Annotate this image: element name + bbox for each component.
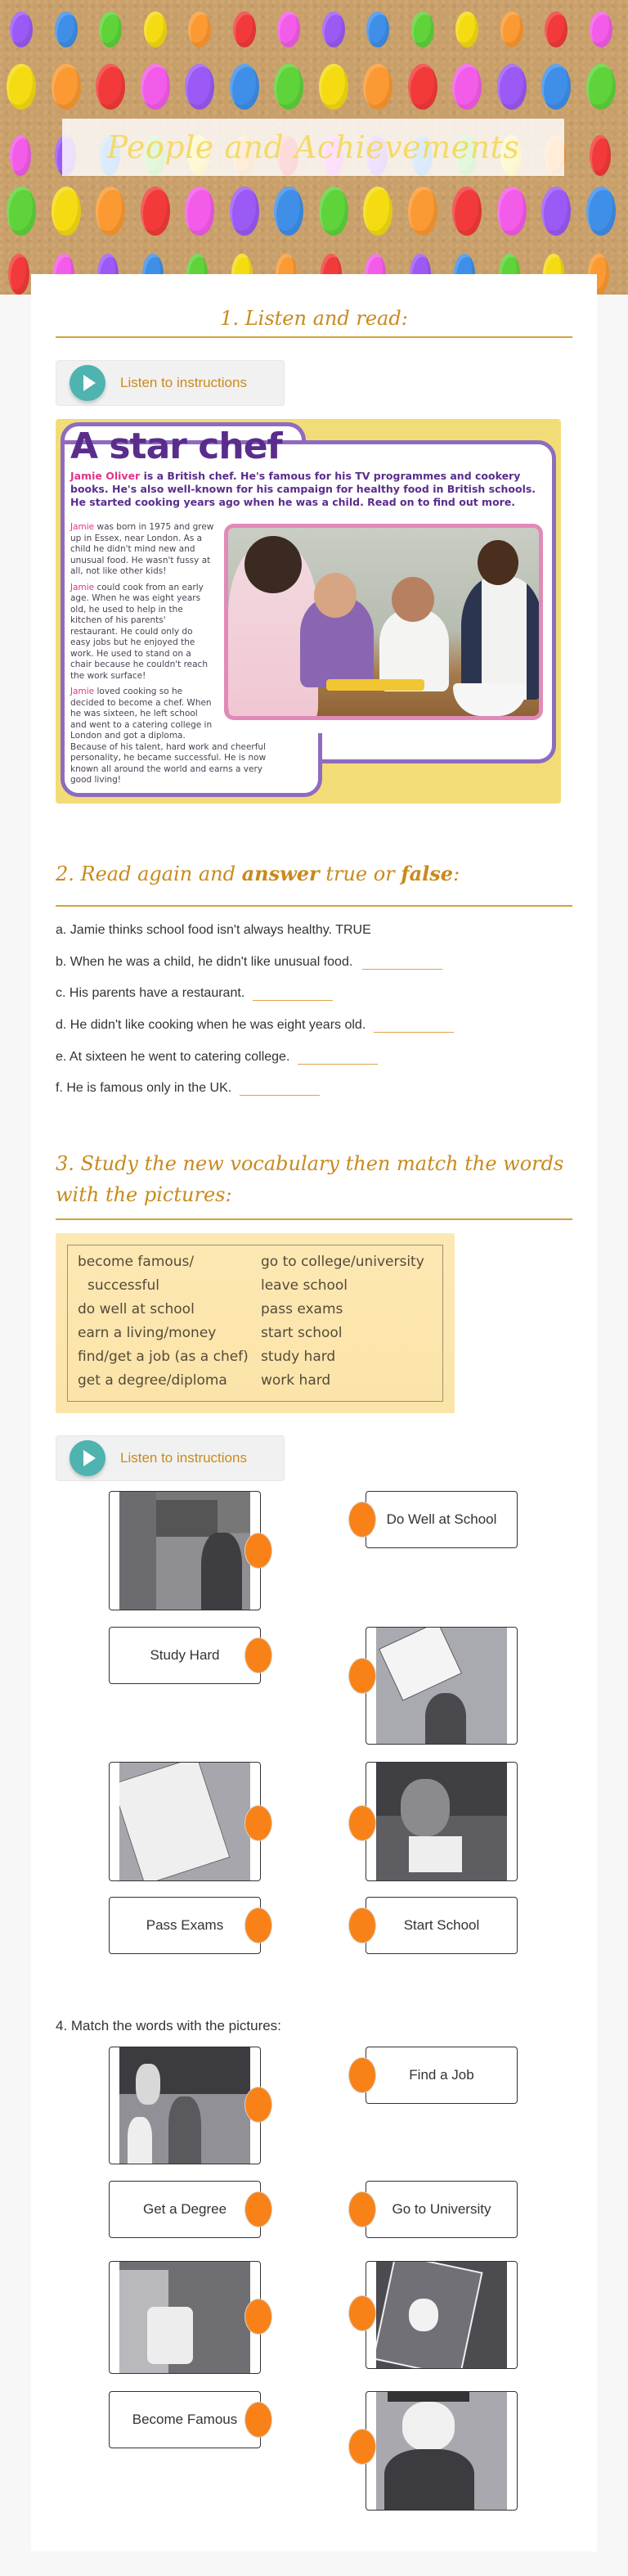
vocab-item: go to college/university (261, 1254, 424, 1270)
polka-dot (233, 11, 256, 47)
vocab-item: find/get a job (as a chef) (78, 1349, 249, 1365)
answer-blank-d[interactable] (374, 1020, 454, 1033)
banner-title-box (62, 119, 564, 176)
intro-text: is a British chef. He's famous for his TV programmes and cookery books. He's also well-known for his campaign for healthy food in British schools. He started cooking years ago when he was a child. Read on to find out more. (70, 470, 536, 508)
match-handle[interactable] (348, 1907, 376, 1943)
girl-figure-shape (425, 1693, 466, 1744)
match-handle[interactable] (244, 1805, 272, 1841)
illustration-graduate (376, 2392, 507, 2510)
polka-dot (99, 11, 122, 47)
match-handle[interactable] (244, 2402, 272, 2438)
polka-dot (366, 11, 389, 47)
match3-right-image-2[interactable] (366, 1627, 518, 1745)
polka-dot (500, 11, 523, 47)
section-2-title (56, 862, 572, 885)
match4-right-image-4[interactable] (366, 2391, 518, 2511)
match-label: Pass Exams (146, 1917, 224, 1933)
polka-dot (452, 64, 482, 110)
student-shape (168, 2096, 201, 2164)
passage-heading: A star chef (70, 426, 282, 467)
polka-dot (545, 11, 567, 47)
polka-dot (590, 11, 612, 47)
polka-dot (586, 187, 616, 236)
tf-question-a (56, 923, 371, 938)
answer-blank-f[interactable] (240, 1083, 320, 1096)
match3-right-image-3[interactable] (366, 1762, 518, 1881)
polka-dot (10, 11, 33, 47)
section-1-title: 1. Listen and read: (220, 307, 408, 330)
chef-photo (224, 524, 543, 720)
gown-shape (384, 2449, 474, 2510)
lecturer-shape (136, 2064, 160, 2105)
vocab-item: earn a living/money (78, 1325, 217, 1341)
worksheet-card (31, 274, 597, 2551)
polka-dot (141, 187, 170, 236)
question-text: c. His parents have a restaurant. (56, 986, 245, 1000)
match3-right-text-4[interactable] (366, 1897, 518, 1954)
photo-figure (314, 573, 357, 618)
polka-dot (144, 11, 167, 47)
polka-dot (274, 187, 303, 236)
photo-figure (478, 540, 518, 585)
mortarboard-shape (388, 2392, 469, 2402)
match-label: Become Famous (132, 2412, 238, 2427)
polka-dot (408, 187, 437, 236)
polka-dot (96, 64, 125, 110)
match4-left-text-2[interactable] (109, 2181, 261, 2238)
vocab-item: do well at school (78, 1301, 195, 1317)
polka-dot (185, 64, 214, 110)
illustration-exam-results (376, 1628, 507, 1744)
title-part: 2. Read again and (56, 862, 242, 885)
match4-left-image-1[interactable] (109, 2047, 261, 2164)
match-label: Start School (403, 1917, 480, 1933)
student-shape (128, 2117, 152, 2164)
passage-intro (70, 470, 545, 509)
para-text: loved cooking so he decided to become a chef. When he was sixteen, he left school and went to a catering college in London and got a diploma. (70, 687, 213, 741)
match-label: Study Hard (150, 1647, 220, 1663)
vocab-item: study hard (261, 1349, 336, 1365)
listen-label: Listen to instructions (120, 1450, 247, 1466)
passage-paragraph (70, 583, 214, 682)
match4-left-image-3[interactable] (109, 2261, 261, 2374)
title-emphasis: answer (241, 862, 320, 885)
match-label: Do Well at School (386, 1511, 497, 1527)
polka-dot (188, 11, 211, 47)
section-1-divider (56, 336, 572, 338)
title-part: : (453, 862, 460, 885)
polka-dot (185, 187, 214, 236)
section-3-title: 3. Study the new vocabulary then match the words with the pictures: (56, 1152, 564, 1206)
polka-dot (319, 187, 348, 236)
passage-paragraph (70, 522, 214, 578)
polka-dot (96, 187, 125, 236)
circled-ad-shape (147, 2307, 193, 2364)
vocab-item: become famous/ (78, 1254, 195, 1270)
photo-figure (326, 679, 424, 691)
passage-body (70, 522, 267, 791)
match-handle[interactable] (348, 2191, 376, 2227)
polka-dot (274, 64, 303, 110)
match-handle[interactable] (348, 2057, 376, 2093)
vocab-item: pass exams (261, 1301, 343, 1317)
match-label: Get a Degree (142, 2201, 227, 2217)
match-handle[interactable] (348, 2295, 376, 2331)
polka-dot (497, 187, 527, 236)
polka-dot (8, 254, 29, 295)
para-name: Jamie (70, 687, 95, 696)
photo-figure (461, 577, 543, 700)
match-handle[interactable] (244, 1637, 272, 1673)
intro-name: Jamie Oliver (70, 470, 141, 482)
polka-dot (141, 64, 170, 110)
vocab-item: start school (261, 1325, 343, 1341)
worksheet-title: People and Achievements (106, 129, 520, 165)
match4-right-image-3[interactable] (366, 2261, 518, 2369)
answer-blank-e[interactable] (298, 1052, 378, 1065)
polka-dot (363, 187, 392, 236)
tf-question-d (56, 1018, 454, 1033)
match-label: Go to University (392, 2201, 491, 2217)
vocab-item: successful (87, 1277, 159, 1294)
para-name: Jamie (70, 522, 95, 532)
polka-dot (322, 11, 345, 47)
polka-dot (411, 11, 434, 47)
graduate-face-shape (402, 2402, 455, 2451)
match-handle[interactable] (244, 2299, 272, 2335)
play-icon (70, 365, 105, 401)
polka-dot (7, 187, 36, 236)
photo-figure (244, 536, 302, 593)
polka-dot (7, 64, 36, 110)
question-text: b. When he was a child, he didn't like unusual food. (56, 955, 353, 969)
tf-question-b (56, 955, 442, 970)
para-text: Because of his talent, hard work and cheerful personality, he became successful. He is now known all around the world and earns a very good living! (70, 741, 267, 785)
question-text: e. At sixteen he went to catering college. (56, 1050, 290, 1064)
listen-instructions-button-2[interactable] (56, 1435, 285, 1481)
tf-question-f (56, 1081, 320, 1096)
child-figure-shape (201, 1533, 242, 1610)
illustration-studying (376, 1763, 507, 1880)
match3-left-image-3[interactable] (109, 1762, 261, 1881)
photo-figure (392, 577, 434, 622)
match-handle[interactable] (244, 1907, 272, 1943)
vocabulary-box (56, 1233, 455, 1413)
polka-dot (277, 11, 300, 47)
match-label: Find a Job (409, 2067, 474, 2083)
match-handle[interactable] (244, 2087, 272, 2123)
notebook-shape (409, 1836, 462, 1872)
illustration-lecture (119, 2047, 250, 2164)
passage-paragraph (70, 687, 214, 742)
polka-dot (55, 11, 78, 47)
match3-right-text-1[interactable] (366, 1491, 518, 1548)
listen-label: Listen to instructions (120, 375, 247, 390)
question-text: a. Jamie thinks school food isn't always healthy. TRUE (56, 923, 371, 937)
vocab-column-left (78, 1250, 249, 1393)
section-3-divider (56, 1218, 572, 1220)
polka-dot (541, 187, 571, 236)
match3-left-text-4[interactable] (109, 1897, 261, 1954)
polka-dot (319, 64, 348, 110)
passage-paragraph (70, 742, 285, 786)
polka-dot (230, 187, 259, 236)
polka-dot (497, 64, 527, 110)
polka-dot (452, 187, 482, 236)
report-paper-shape (119, 1763, 230, 1880)
match-handle[interactable] (348, 1805, 376, 1841)
answer-blank-c[interactable] (253, 988, 333, 1001)
listen-instructions-button-1[interactable] (56, 360, 285, 406)
para-name: Jamie (70, 582, 95, 592)
match3-left-text-2[interactable] (109, 1627, 261, 1684)
match4-right-text-1[interactable] (366, 2047, 518, 2104)
illustration-school-report (119, 1763, 250, 1880)
header-banner (0, 0, 628, 295)
vocab-column-right (261, 1250, 424, 1393)
polka-dot (52, 64, 81, 110)
tf-question-c (56, 986, 333, 1001)
polka-dot (541, 64, 571, 110)
match-handle[interactable] (348, 1502, 376, 1538)
vocab-item: leave school (261, 1277, 348, 1294)
polka-dot (52, 187, 81, 236)
reading-passage-image (56, 419, 561, 804)
match-handle[interactable] (244, 2191, 272, 2227)
woman-face-shape (409, 2299, 438, 2331)
girl-head-shape (401, 1779, 450, 1836)
polka-dot (408, 64, 437, 110)
section-4-title: 4. Match the words with the pictures: (56, 2018, 281, 2033)
illustration-job-ads (119, 2262, 250, 2373)
school-building-shape (152, 1500, 218, 1537)
polka-dot (363, 64, 392, 110)
tf-question-e (56, 1050, 378, 1065)
title-emphasis: false (401, 862, 454, 885)
results-sheet-shape (379, 1628, 462, 1701)
match3-left-image-1[interactable] (109, 1491, 261, 1610)
question-text: f. He is famous only in the UK. (56, 1081, 232, 1095)
match-handle[interactable] (348, 1658, 376, 1694)
polka-dot (590, 135, 611, 176)
match-handle[interactable] (348, 2429, 376, 2465)
polka-dot (230, 64, 259, 110)
title-part: true or (319, 862, 401, 885)
match4-left-text-4[interactable] (109, 2391, 261, 2448)
vocab-item: work hard (261, 1372, 331, 1389)
illustration-school-start (119, 1492, 250, 1610)
adult-figure-shape (119, 1492, 156, 1610)
para-text: was born in 1975 and grew up in Essex, near London. As a child he didn't mind new and unusual food. He wasn't fussy at all, not like other kids! (70, 522, 214, 576)
play-icon (70, 1440, 105, 1476)
para-text: could cook from an early age. When he was eight years old, he used to help in the kitchen of his parents' restaurant. He could only do easy jobs but he enjoyed the work. He used to stand on a chair because he couldn't reach the work surface! (70, 582, 208, 681)
polka-dot (10, 135, 31, 176)
polka-dot (586, 64, 616, 110)
question-text: d. He didn't like cooking when he was eight years old. (56, 1018, 366, 1032)
section-2-divider (56, 905, 572, 907)
illustration-magazine (376, 2262, 507, 2368)
match4-right-text-2[interactable] (366, 2181, 518, 2238)
photo-figure (453, 683, 527, 716)
answer-blank-b[interactable] (362, 957, 442, 970)
vocab-item: get a degree/diploma (78, 1372, 227, 1389)
polka-dot (455, 11, 478, 47)
match-handle[interactable] (244, 1533, 272, 1569)
